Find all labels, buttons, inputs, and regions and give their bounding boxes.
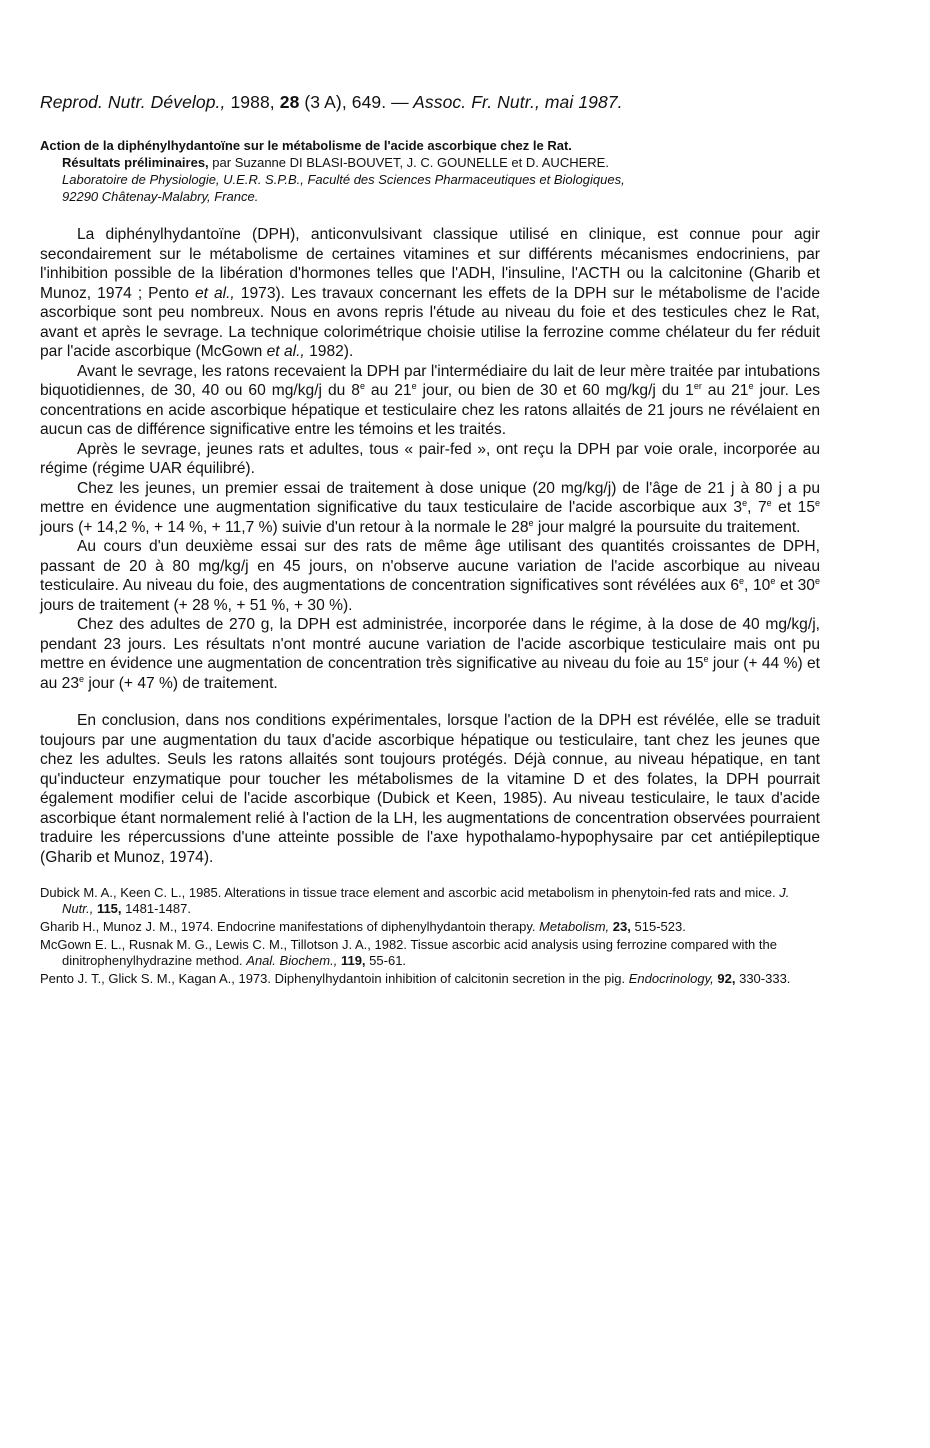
superscript: e xyxy=(742,497,748,508)
text-run: jour (+ 47 %) de traitement. xyxy=(84,674,278,692)
reference-volume: 92, xyxy=(717,971,736,986)
reference-text: Dubick M. A., Keen C. L., 1985. Alterations in tissue trace element and ascorbic acid metabolism in phenytoin-fed rats and mice. xyxy=(40,885,780,900)
reference-volume: 115, xyxy=(96,901,122,916)
superscript: e xyxy=(739,575,745,586)
paragraph-adults xyxy=(40,615,820,693)
journal-volume: 28 xyxy=(279,92,300,112)
reference-journal: Anal. Biochem., xyxy=(246,953,338,968)
paragraph-conclusion: En conclusion, dans nos conditions expérimentales, lorsque l'action de la DPH est révélée, elle se traduit toujours par une augmentation du taux d'acide ascorbique hépatique ou testiculaire, tant chez les jeunes que chez les adultes. Seuls les ratons allaités sont toujours protégés. Déjà connue, au niveau hépatique, en tant qu'inducteur enzymatique pour toucher les métabolismes de la vitamine D et des folates, la DPH pourrait également modifier celui de l'acide ascorbique (Dubick et Keen, 1985). Au niveau testiculaire, le taux d'acide ascorbique étant normalement relié à l'action de la LH, les augmentations de concentration observées pourraient traduire les répercussions d'une atteinte possible de l'axe hypothalamo-hypophysaire par cet antiépileptique (Gharib et Munoz, 1974). xyxy=(40,712,820,866)
journal-name: Reprod. Nutr. Dévelop., xyxy=(40,92,226,112)
paragraph-second-trial xyxy=(40,537,820,615)
reference-volume: 23, xyxy=(612,919,631,934)
superscript: e xyxy=(814,575,820,586)
text-run: jour. Les concentrations en acide ascorbique hépatique et testiculaire chez les ratons allaités de 21 jours ne révélaient en aucun cas de différence significative entre les témoins et les traités. xyxy=(40,382,821,438)
affiliation-line-1: Laboratoire de Physiologie, U.E.R. S.P.B., Faculté des Sciences Pharmaceutiques et Biologiques, xyxy=(62,172,625,187)
text-run: 1973). Les travaux concernant les effets de la DPH sur le métabolisme de l'acide ascorbique sont peu nombreux. Nous en avons repris l'étude au niveau du foie et des testicules chez le Rat, avant et après le sevrage. La technique colorimétrique choisie utilise la ferrozine comme chélateur du fer réduit par l'acide ascorbique (McGown xyxy=(40,284,820,360)
text-run: jour, ou bien de 30 et 60 mg/kg/j du 1 xyxy=(416,382,694,399)
et-al: et al., xyxy=(266,343,305,360)
reference-item xyxy=(40,919,820,935)
journal-citation-line xyxy=(40,92,820,113)
superscript: e xyxy=(79,673,85,684)
journal-issue: (3 A), 649. — xyxy=(304,92,409,112)
paragraph-introduction xyxy=(40,225,820,362)
text-run: La diphénylhydantoïne (DPH), anticonvulsivant classique utilisé en clinique, est connue pour agir secondairement sur le métabolisme de certaines vitamines et sur différents mécanismes endocriniens, par l'inhibition possible de la libération d'hormones telles que l'ADH, l'insuline, l'ACTH ou la calcitonine (Gharib et Munoz, 1974 ; Pento xyxy=(40,226,820,302)
article-subtitle: Résultats préliminaires, xyxy=(62,155,209,170)
text-run: jour (+ 44 %) et au 23 xyxy=(40,655,821,692)
text-run: jours de traitement (+ 28 %, + 51 %, + 30 %). xyxy=(40,596,353,614)
article-heading xyxy=(40,137,820,205)
superscript: e xyxy=(815,497,821,508)
reference-pages: 55-61. xyxy=(369,953,407,968)
article-authors: par Suzanne DI BLASI-BOUVET, J. C. GOUNELLE et D. AUCHERE. xyxy=(212,155,609,170)
reference-journal: J. Nutr., xyxy=(62,885,790,916)
reference-volume: 119, xyxy=(340,953,366,968)
text-run: et 15 xyxy=(771,499,815,516)
text-run: Chez les jeunes, un premier essai de traitement à dose unique (20 mg/kg/j) de l'âge de 21 j à 80 j a pu mettre en évidence une augmentation significative du taux testiculaire de l'acide ascorbique aux 3 xyxy=(40,479,820,516)
reference-pages: 330-333. xyxy=(739,971,791,986)
text-run: Chez des adultes de 270 g, la DPH est administrée, incorporée dans le régime, à la dose de 40 mg/kg/j, pendant 23 jours. Les résultats n'ont montré aucune variation de l'acide ascorbique testiculaire mais ont pu mettre en évidence une augmentation de concentration très significative au niveau du foie au 15 xyxy=(40,616,820,672)
references-list xyxy=(40,885,820,987)
paragraph-after-weaning: Après le sevrage, jeunes rats et adultes, tous « pair-fed », ont reçu la DPH par voie orale, incorporée au régime (régime UAR équilibré). xyxy=(40,440,820,477)
superscript: e xyxy=(528,517,534,528)
text-run: Avant le sevrage, les ratons recevaient la DPH par l'intermédiaire du lait de leur mère traitée par intubations biquotidiennes, de 30, 40 ou 60 mg/kg/j du 8 xyxy=(40,362,820,399)
superscript: e xyxy=(703,653,709,664)
article-title: Action de la diphénylhydantoïne sur le métabolisme de l'acide ascorbique chez le Rat. xyxy=(40,138,572,153)
superscript: er xyxy=(693,380,702,391)
reference-journal: Metabolism, xyxy=(539,919,610,934)
superscript: e xyxy=(748,380,754,391)
reference-text: McGown E. L., Rusnak M. G., Lewis C. M., Tillotson J. A., 1982. Tissue ascorbic acid analysis using ferrozine compared with the dinitrophenylhydrazine method. xyxy=(40,937,777,968)
text-run: jours (+ 14,2 %, + 14 %, + 11,7 %) suivie d'un retour à la normale le 28 xyxy=(40,518,529,536)
text-run: , 10 xyxy=(744,577,771,594)
paper-page xyxy=(40,92,820,989)
reference-journal: Endocrinology, xyxy=(628,971,714,986)
journal-year: 1988, xyxy=(230,92,275,112)
text-run: au 21 xyxy=(701,382,749,399)
superscript: e xyxy=(766,497,772,508)
reference-pages: 1481-1487. xyxy=(125,901,191,916)
reference-text: Gharib H., Munoz J. M., 1974. Endocrine manifestations of diphenylhydantoin therapy. xyxy=(40,919,540,934)
reference-item xyxy=(40,937,820,969)
text-run: , 7 xyxy=(747,499,767,516)
superscript: e xyxy=(359,380,365,391)
reference-item xyxy=(40,971,820,987)
superscript: e xyxy=(411,380,417,391)
et-al: et al., xyxy=(194,284,235,302)
reference-item xyxy=(40,885,820,917)
text-run: et 30 xyxy=(775,577,815,594)
association-meeting: Assoc. Fr. Nutr., mai 1987. xyxy=(413,92,623,112)
reference-pages: 515-523. xyxy=(634,919,686,934)
paragraph-before-weaning xyxy=(40,362,820,440)
reference-text: Pento J. T., Glick S. M., Kagan A., 1973. Diphenylhydantoin inhibition of calcitonin secretion in the pig. xyxy=(40,971,629,986)
superscript: e xyxy=(770,575,776,586)
text-run: jour malgré la poursuite du traitement. xyxy=(533,518,801,536)
article-body xyxy=(40,225,820,867)
affiliation-line-2: 92290 Châtenay-Malabry, France. xyxy=(62,189,259,204)
text-run: au 21 xyxy=(364,382,412,399)
text-run: 1982). xyxy=(309,343,354,360)
paragraph-young-rats-first-trial xyxy=(40,479,820,538)
text-run: Au cours d'un deuxième essai sur des rats de même âge utilisant des quantités croissantes de DPH, passant de 20 à 80 mg/kg/j en 45 jours, on n'observe aucune variation de l'acide ascorbique au niveau testiculaire. Au niveau du foie, des augmentations de concentration significatives sont révélées aux 6 xyxy=(40,538,820,594)
article-byline-line xyxy=(40,154,820,171)
